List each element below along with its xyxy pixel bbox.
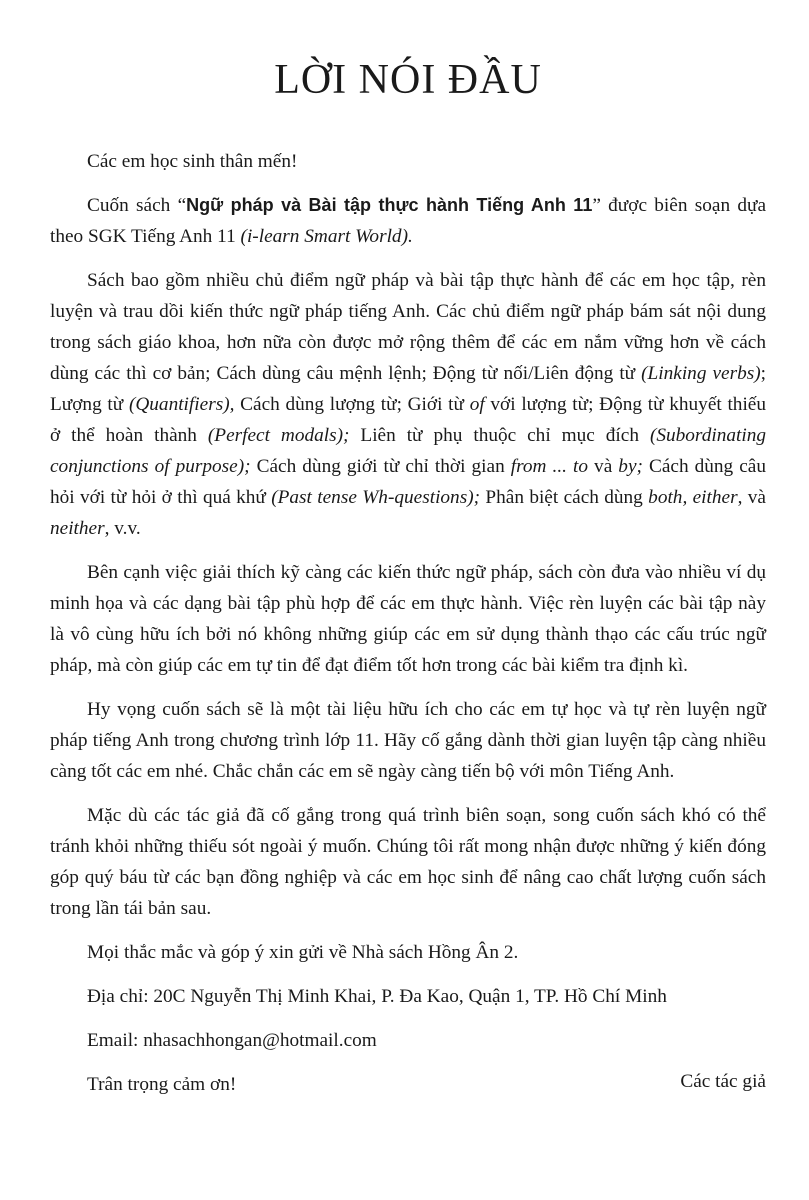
contact-note: Mọi thắc mắc và góp ý xin gửi về Nhà sách Hồng Ân 2. (87, 942, 519, 963)
term-neither: neither (50, 518, 105, 539)
topics-text-8: Cách dùng câu hỏi với từ hỏi ở thì quá khứ (50, 456, 766, 508)
term-perfect-modals: (Perfect modals); (207, 425, 350, 446)
term-of: of (469, 394, 485, 415)
term-past-tense-wh-questions: (Past tense Wh-questions); (271, 487, 481, 508)
email: Email: nhasachhongan@hotmail.com (87, 1030, 377, 1051)
topics-text-3: Cách dùng lượng từ; Giới từ (234, 394, 470, 415)
paragraph-hope: Hy vọng cuốn sách sẽ là một tài liệu hữu ích cho các em tự học và tự rèn luyện ngữ pháp tiếng Anh trong chương trình lớp 11. Hãy cố gắng dành thời gian luyện tập càng nhiều càng tốt các em nhé. Chắc chắn các em sẽ ngày càng tiến bộ với môn Tiếng Anh. (50, 699, 766, 782)
address: Địa chỉ: 20C Nguyễn Thị Minh Khai, P. Đa Kao, Quận 1, TP. Hồ Chí Minh (87, 986, 667, 1007)
paragraph-feedback: Mặc dù các tác giả đã cố gắng trong quá trình biên soạn, song cuốn sách khó có thể tránh khỏi những thiếu sót ngoài ý muốn. Chúng tôi rất mong nhận được những ý kiến đóng góp quý báu từ các bạn đồng nghiệp và các em học sinh để nâng cao chất lượng cuốn sách trong lần tái bản sau. (50, 805, 766, 919)
paragraph-topics (50, 265, 766, 544)
term-quantifiers: (Quantifiers), (128, 394, 235, 415)
term-both-either: both, either (648, 487, 738, 508)
topics-text-11: , v.v. (104, 518, 141, 539)
signature: Các tác giả (680, 1071, 766, 1092)
intro-text-end: ” được biên soạn dựa theo SGK Tiếng Anh 11 (50, 195, 766, 247)
page-title: LỜI NÓI ĐẦU (274, 57, 542, 103)
term-linking-verbs: (Linking verbs) (641, 363, 761, 384)
topics-text-10: , và (737, 487, 766, 508)
term-from-to: from ... to (510, 456, 589, 477)
preface-page (50, 0, 766, 1200)
topics-text-4: với lượng từ; Động từ khuyết thiếu ở thể hoàn thành (50, 394, 766, 446)
topics-text-7: và (588, 456, 619, 477)
intro-text-start: Cuốn sách “ (87, 195, 187, 216)
topics-text-5: Liên từ phụ thuộc chỉ mục đích (349, 425, 650, 446)
greeting: Các em học sinh thân mến! (87, 151, 298, 172)
textbook-edition: (i-learn Smart World). (240, 226, 413, 247)
topics-text-2: ; Lượng từ (50, 363, 766, 415)
book-title: Ngữ pháp và Bài tập thực hành Tiếng Anh 11 (186, 195, 593, 215)
term-by: by; (618, 456, 643, 477)
thanks: Trân trọng cảm ơn! (87, 1074, 237, 1095)
paragraph-examples: Bên cạnh việc giải thích kỹ càng các kiến thức ngữ pháp, sách còn đưa vào nhiều ví dụ minh họa và các dạng bài tập phù hợp để các em thực hành. Việc rèn luyện các bài tập này là vô cùng hữu ích bởi nó không những giúp các em sử dụng thành thạo các cấu trúc ngữ pháp, mà còn giúp các em tự tin để đạt điểm tốt hơn trong các bài kiểm tra định kì. (50, 562, 766, 676)
topics-text-1: Sách bao gồm nhiều chủ điểm ngữ pháp và bài tập thực hành để các em học tập, rèn luyện và trau dồi kiến thức ngữ pháp tiếng Anh. Các chủ điểm ngữ pháp bám sát nội dung trong sách giáo khoa, hơn nữa còn được mở rộng thêm để các em nắm vững hơn về cách dùng các thì cơ bản; Cách dùng câu mệnh lệnh; Động từ nối/Liên động từ (50, 270, 766, 384)
preface-body (50, 146, 766, 1113)
topics-text-6: Cách dùng giới từ chỉ thời gian (250, 456, 511, 477)
term-subordinating-conjunctions: (Subordinating conjunctions of purpose); (50, 425, 766, 477)
paragraph-intro (50, 190, 766, 252)
topics-text-9: Phân biệt cách dùng (480, 487, 649, 508)
